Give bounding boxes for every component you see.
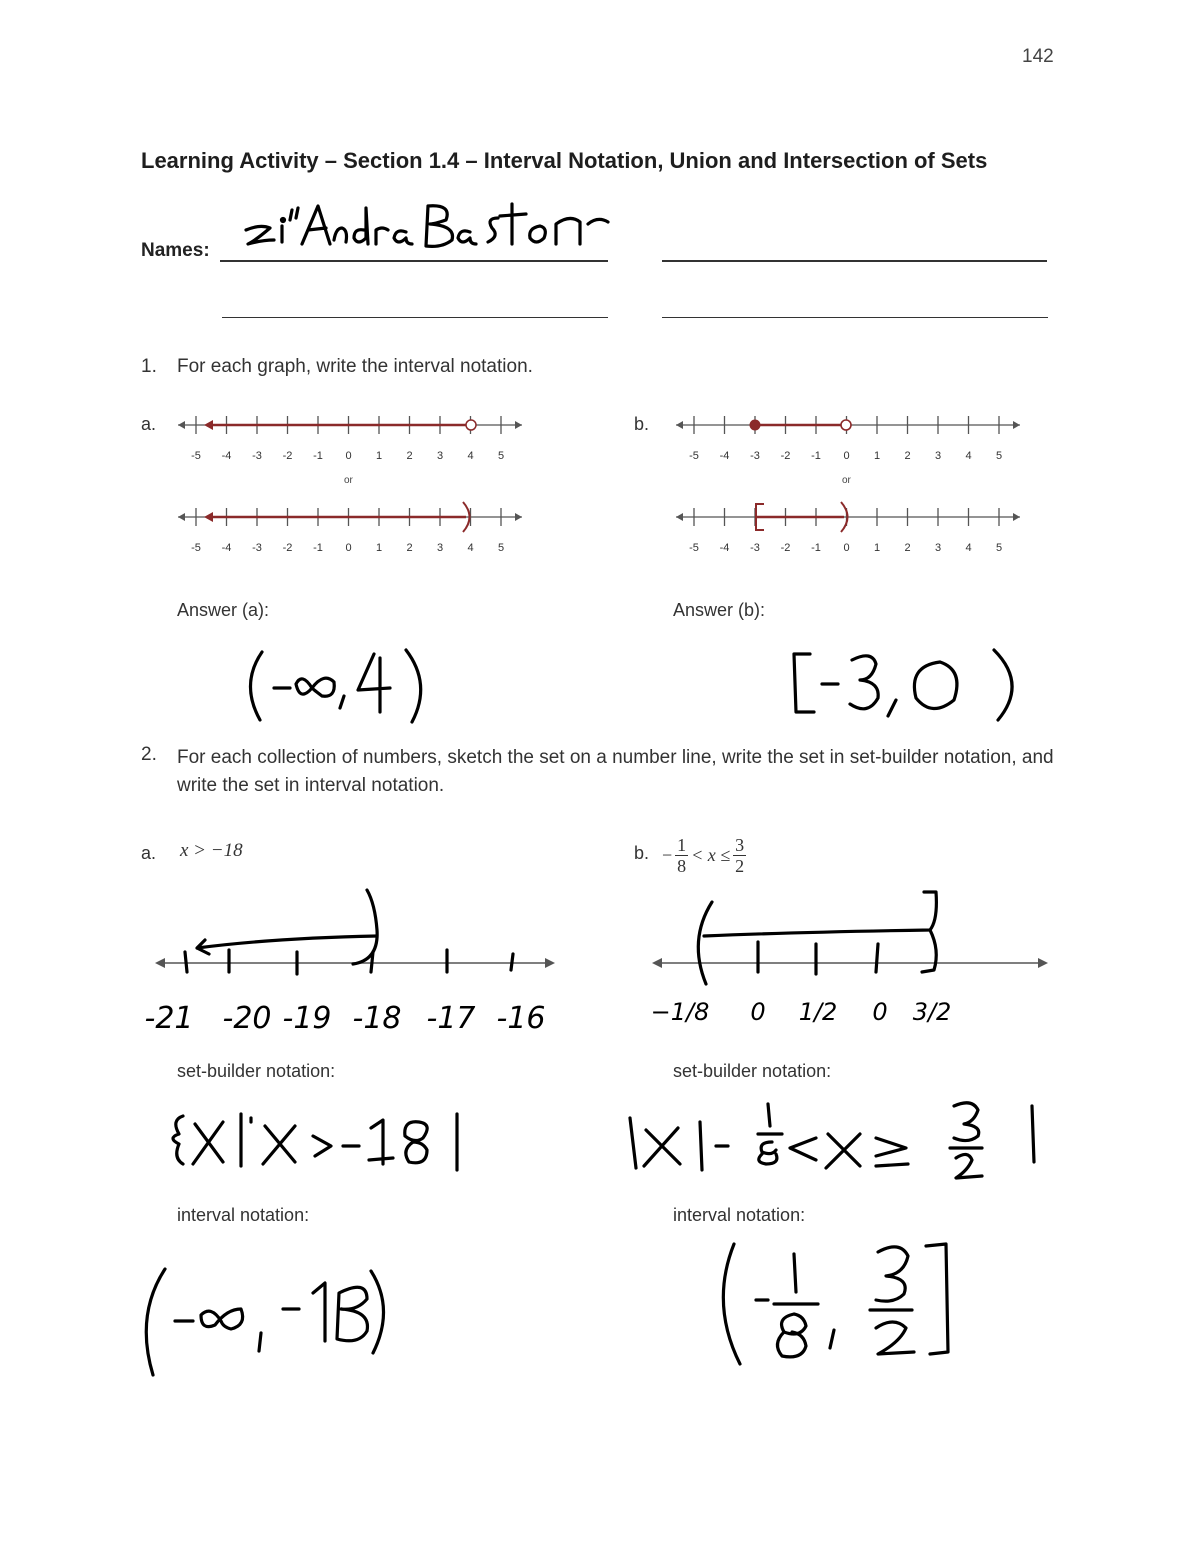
q1a-bottom-tick-label: -1 (313, 542, 323, 554)
q1b-closed-circle (750, 420, 761, 431)
q1a-number-lines (170, 405, 535, 560)
q2b-interval-label: interval notation: (673, 1205, 806, 1225)
q1a-top-line (178, 416, 522, 462)
q1b-top-tick-label: -3 (750, 450, 760, 462)
q1b-top-line (676, 416, 1020, 462)
q1a-open-circle (466, 420, 476, 430)
q1b-top-tick-label: -4 (719, 450, 730, 462)
q2-prompt: For each collection of numbers, sketch the set on a number line, write the set in set-builder notation, and write the set in interval notation. (177, 747, 1054, 796)
q1b-bottom-tick-label: 4 (965, 542, 972, 554)
q2-part-b-label: b. (634, 843, 650, 863)
q2-part-a-label: a. (141, 843, 157, 863)
q1b-bottom-tick-label: -3 (750, 542, 760, 554)
q1b-top-tick-label: 4 (965, 450, 972, 462)
q2b-tick-label: 1/2 (798, 998, 838, 1026)
q1b-top-tick-label: -1 (811, 450, 821, 462)
names-label: Names: (141, 240, 210, 261)
q2b-frac1-num: 1 (677, 834, 687, 855)
q1b-number-lines (668, 405, 1033, 560)
q1-answer-b-label: Answer (b): (673, 600, 766, 620)
q1-answer-b-handwritten (780, 640, 1040, 730)
q1a-top-tick-label: 1 (375, 450, 383, 462)
q1b-top-tick-label: -5 (689, 450, 699, 462)
q1a-top-tick-label: 0 (345, 450, 352, 462)
q2a-interval-handwritten (135, 1255, 395, 1385)
q1a-top-tick-label: 3 (436, 450, 444, 462)
q2b-tick-label: 3/2 (912, 998, 952, 1026)
q1-part-b-label: b. (634, 414, 650, 434)
q1a-bottom-tick-label: 5 (497, 542, 505, 554)
q2a-tick-label: -18 (352, 1001, 402, 1036)
q1b-bottom-tick-label: 1 (873, 542, 881, 554)
q1a-bottom-tick-label: -5 (191, 542, 201, 554)
q2b-tick-label: 0 (750, 998, 766, 1026)
q2b-number-line-sketch (640, 880, 1060, 1070)
q1a-top-tick-label: -5 (191, 450, 201, 462)
q1a-or-label: or (344, 475, 353, 486)
q1a-bottom-tick-label: -2 (282, 542, 293, 554)
q2b-fraction-1 (675, 835, 688, 876)
q1a-bottom-tick-label: 4 (467, 542, 474, 554)
q1b-top-tick-label: 5 (995, 450, 1003, 462)
q1b-bottom-tick-label: 2 (904, 542, 911, 554)
page-number: 142 (1022, 46, 1054, 67)
q1a-bottom-tick-label: -4 (221, 542, 232, 554)
name-line-2[interactable] (662, 260, 1047, 262)
q1a-bottom-tick-label: 3 (436, 542, 444, 554)
handwritten-signature (230, 196, 630, 266)
q1a-top-tick-label: -1 (313, 450, 323, 462)
q1-part-a-label: a. (141, 414, 157, 434)
q1a-bottom-tick-label: 2 (406, 542, 413, 554)
q2a-tick-label: -17 (426, 1001, 476, 1036)
q1b-bottom-tick-label: -5 (689, 542, 699, 554)
q1b-or-label: or (842, 475, 851, 486)
q2b-fraction-2 (733, 835, 746, 876)
q2b-tick-label: −1/8 (650, 998, 710, 1026)
q1b-top-tick-label: -2 (780, 450, 791, 462)
q2a-setbuilder-handwritten (165, 1100, 475, 1180)
q2b-minus: − (662, 844, 673, 865)
name-line-4[interactable] (662, 317, 1048, 318)
q2a-tick-label: -21 (144, 1001, 194, 1036)
q1-answer-a-handwritten (240, 640, 450, 730)
q1b-bottom-tick-label: -4 (719, 542, 730, 554)
q1b-bottom-tick-label: 3 (934, 542, 942, 554)
q1b-bottom-tick-label: 0 (843, 542, 850, 554)
q1b-open-circle (841, 420, 851, 430)
q1b-bottom-tick-label: -2 (780, 542, 791, 554)
q1a-top-tick-label: 5 (497, 450, 505, 462)
q2-part-b-expression (662, 830, 746, 880)
q1a-bottom-tick-label: 1 (375, 542, 383, 554)
q1a-top-tick-label: -3 (252, 450, 262, 462)
q2a-interval-label: interval notation: (177, 1205, 310, 1225)
q1a-top-tick-label: -4 (221, 450, 232, 462)
q2b-interval-handwritten (700, 1230, 970, 1380)
q1a-bottom-line (178, 502, 522, 554)
page-title: Learning Activity – Section 1.4 – Interval Notation, Union and Intersection of Sets (141, 148, 988, 173)
q2a-tick-label: -16 (496, 1001, 546, 1036)
q1b-bottom-tick-label: 5 (995, 542, 1003, 554)
q1b-top-tick-label: 1 (873, 450, 881, 462)
q2a-tick-label: -19 (282, 1001, 332, 1036)
q2-number: 2. (141, 744, 157, 765)
q1a-top-tick-label: 4 (467, 450, 474, 462)
q2b-frac2-den: 2 (735, 855, 745, 876)
q1-number: 1. (141, 356, 157, 377)
q2a-tick-label: -20 (222, 1001, 272, 1036)
q2b-setbuilder-label: set-builder notation: (673, 1061, 832, 1081)
q2a-setbuilder-label: set-builder notation: (177, 1061, 336, 1081)
q1-prompt: For each graph, write the interval notation. (177, 356, 533, 377)
q1a-left-arrow (204, 420, 213, 430)
q2b-frac1-den: 8 (677, 855, 687, 876)
q1-answer-a-label: Answer (a): (177, 600, 270, 620)
q1b-top-tick-label: 3 (934, 450, 942, 462)
q2b-middle: < x ≤ (691, 844, 731, 865)
q1a-bottom-tick-label: 0 (345, 542, 352, 554)
q2a-number-line-sketch (125, 880, 565, 1040)
q1b-top-tick-label: 0 (843, 450, 850, 462)
q2b-tick-label: 0 (872, 998, 888, 1026)
q2-part-a-expression: x > −18 (180, 840, 243, 861)
q1a-top-tick-label: 2 (406, 450, 413, 462)
q2b-setbuilder-handwritten (620, 1090, 1050, 1185)
name-line-3[interactable] (222, 317, 608, 318)
q1b-bottom-tick-label: -1 (811, 542, 821, 554)
q1a-top-tick-label: -2 (282, 450, 293, 462)
q1a-bottom-tick-label: -3 (252, 542, 262, 554)
q2b-frac2-num: 3 (735, 834, 745, 855)
q1b-top-tick-label: 2 (904, 450, 911, 462)
q1b-bottom-line (676, 502, 1020, 554)
